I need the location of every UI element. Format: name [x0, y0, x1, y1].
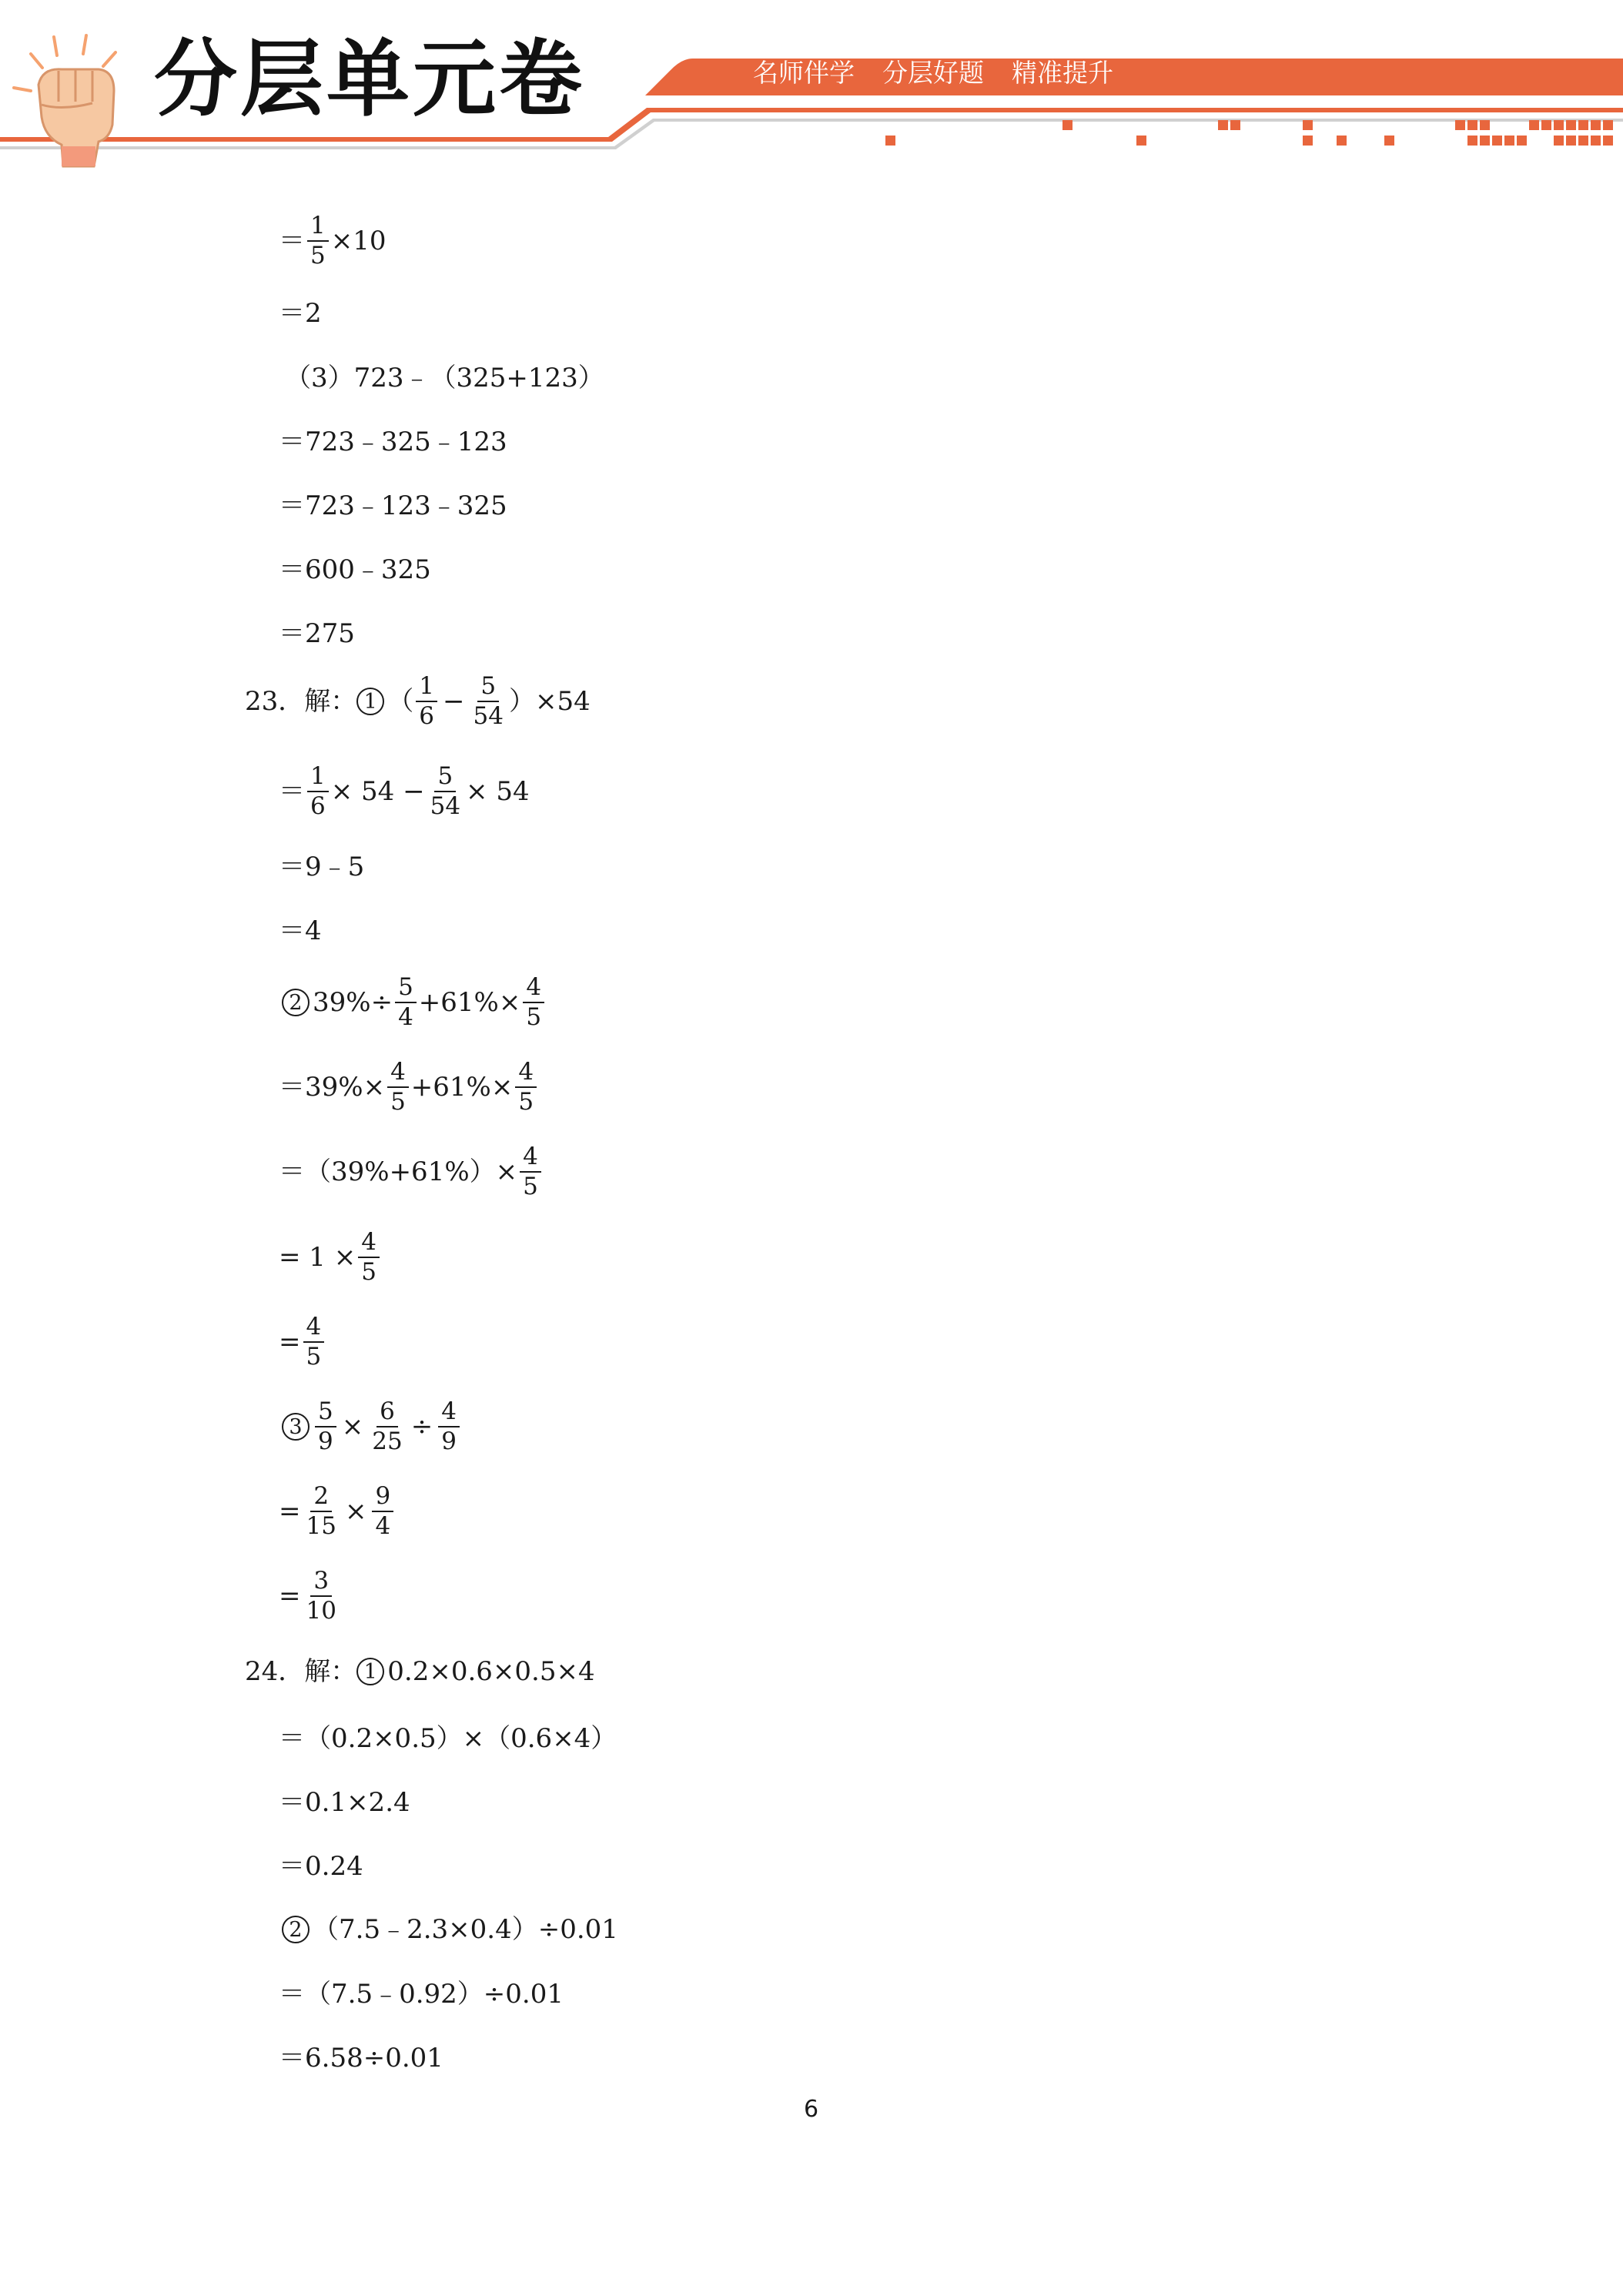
denominator: 25: [372, 1427, 403, 1455]
numerator: 9: [372, 1484, 393, 1512]
math-line: [279, 1569, 342, 1623]
math-line: [279, 1484, 396, 1538]
math-line: [279, 1315, 326, 1369]
numerator: 4: [303, 1315, 325, 1343]
math-line: ＝275: [279, 618, 355, 649]
fraction: [523, 973, 544, 1031]
times-sign: ×: [341, 1411, 364, 1442]
math-line: ＝（0.2×0.5）×（0.6×4）: [279, 1723, 617, 1754]
circled-number: 2: [282, 1916, 310, 1943]
denominator: 9: [441, 1427, 457, 1455]
numerator: 4: [520, 1145, 541, 1173]
numerator: 5: [315, 1400, 336, 1427]
numerator: 5: [477, 674, 499, 702]
denominator: 54: [430, 792, 461, 820]
math-line: [279, 762, 530, 820]
question-23-line: [245, 674, 591, 728]
divide-sign: ÷: [410, 1411, 433, 1442]
math-line: [279, 1060, 539, 1114]
question-label: 24．解：: [245, 1656, 357, 1687]
paren: （: [387, 686, 414, 717]
math-line: [282, 973, 547, 1031]
fraction: [372, 1484, 393, 1538]
fraction: [416, 674, 437, 728]
expression-text: 0.2×0.6×0.5×4: [387, 1656, 595, 1687]
denominator: 5: [310, 242, 326, 269]
fraction: [307, 762, 329, 820]
slogan-item: 分层好题: [882, 58, 984, 88]
denominator: 9: [318, 1427, 333, 1455]
expression-text: （7.5﹣2.3×0.4）÷0.01: [313, 1914, 618, 1945]
fraction: [303, 1484, 340, 1538]
circled-number: 3: [282, 1413, 310, 1441]
numerator: 4: [523, 976, 544, 1003]
page-header: [0, 0, 1623, 177]
math-line: [279, 214, 387, 268]
page-number: 6: [804, 2096, 819, 2123]
denominator: 6: [419, 702, 434, 730]
header-slogan: [753, 58, 1141, 88]
denominator: 10: [306, 1597, 336, 1625]
raised-fist-icon: [8, 31, 139, 169]
fraction: [369, 1397, 405, 1455]
math-line: ＝723﹣123﹣325: [279, 490, 507, 521]
numerator: 1: [307, 765, 329, 792]
fraction: [438, 1397, 460, 1455]
fraction: [515, 1060, 537, 1114]
math-line: ＝4: [279, 915, 322, 946]
numerator: 1: [307, 214, 329, 242]
denominator: 5: [526, 1003, 542, 1031]
equals-sign: =: [279, 1581, 301, 1612]
question-label: 23．解：: [245, 686, 357, 717]
circled-number: 1: [356, 1658, 384, 1685]
denominator: 5: [523, 1173, 538, 1200]
math-line: [282, 1397, 462, 1455]
denominator: 5: [361, 1258, 376, 1286]
circled-number: 1: [356, 688, 384, 715]
math-line: （3）723﹣（325+123）: [285, 363, 604, 393]
denominator: 4: [398, 1003, 413, 1031]
math-line: [282, 1916, 618, 1943]
fraction: [303, 1315, 325, 1369]
math-line: ＝（7.5﹣0.92）÷0.01: [279, 1979, 564, 2010]
expression-text: ）×54: [508, 686, 591, 717]
denominator: 15: [306, 1512, 336, 1540]
fraction: [470, 674, 507, 728]
math-line: ＝2: [279, 298, 322, 329]
equals-sign: =: [279, 1327, 301, 1357]
equals-sign: ＝: [279, 776, 305, 807]
expression-text: +61%×: [418, 987, 521, 1018]
numerator: 1: [416, 674, 437, 702]
denominator: 4: [375, 1512, 391, 1540]
numerator: 5: [395, 976, 417, 1003]
math-line: ＝9﹣5: [279, 852, 365, 882]
math-line: ＝723﹣325﹣123: [279, 427, 507, 457]
denominator: 6: [310, 792, 326, 820]
fraction: [315, 1397, 336, 1455]
fraction: [387, 1060, 409, 1114]
minus-sign: −: [443, 686, 465, 717]
numerator: 4: [438, 1400, 460, 1427]
expression-text: ×10: [330, 226, 387, 256]
numerator: 6: [376, 1400, 398, 1427]
slogan-item: 名师伴学: [753, 58, 855, 88]
numerator: 3: [310, 1569, 332, 1597]
equals-sign: =: [279, 1496, 301, 1527]
circled-number: 2: [282, 989, 310, 1016]
expression-text: ＝39%×: [279, 1072, 386, 1103]
fraction: [358, 1230, 380, 1284]
denominator: 5: [518, 1088, 534, 1116]
expression-text: × 54 −: [330, 776, 425, 807]
times-sign: ×: [344, 1496, 367, 1527]
math-line: ＝600﹣325: [279, 554, 431, 585]
equals-sign: ＝: [279, 226, 305, 256]
expression-text: = 1 ×: [279, 1242, 356, 1273]
numerator: 4: [358, 1230, 380, 1258]
numerator: 5: [434, 765, 456, 792]
fraction: [395, 973, 417, 1031]
numerator: 4: [387, 1060, 409, 1088]
math-line: [279, 1145, 544, 1199]
denominator: 54: [473, 702, 504, 730]
expression-text: × 54: [466, 776, 530, 807]
math-line: ＝0.24: [279, 1851, 363, 1882]
fraction: [307, 214, 329, 268]
fraction: [427, 762, 463, 820]
math-line: ＝6.58÷0.01: [279, 2043, 443, 2073]
math-line: ＝0.1×2.4: [279, 1787, 410, 1818]
denominator: 5: [390, 1088, 406, 1116]
question-24-line: [245, 1658, 595, 1685]
math-line: [279, 1230, 382, 1284]
numerator: 4: [515, 1060, 537, 1088]
brand-title: 分层单元卷: [154, 32, 586, 128]
denominator: 5: [306, 1343, 322, 1371]
expression-text: 39%÷: [313, 987, 393, 1018]
slogan-item: 精准提升: [1012, 58, 1113, 88]
expression-text: +61%×: [410, 1072, 514, 1103]
fraction: [303, 1569, 340, 1623]
numerator: 2: [310, 1484, 332, 1512]
fraction: [520, 1145, 541, 1199]
expression-text: ＝（39%+61%）×: [279, 1156, 518, 1187]
